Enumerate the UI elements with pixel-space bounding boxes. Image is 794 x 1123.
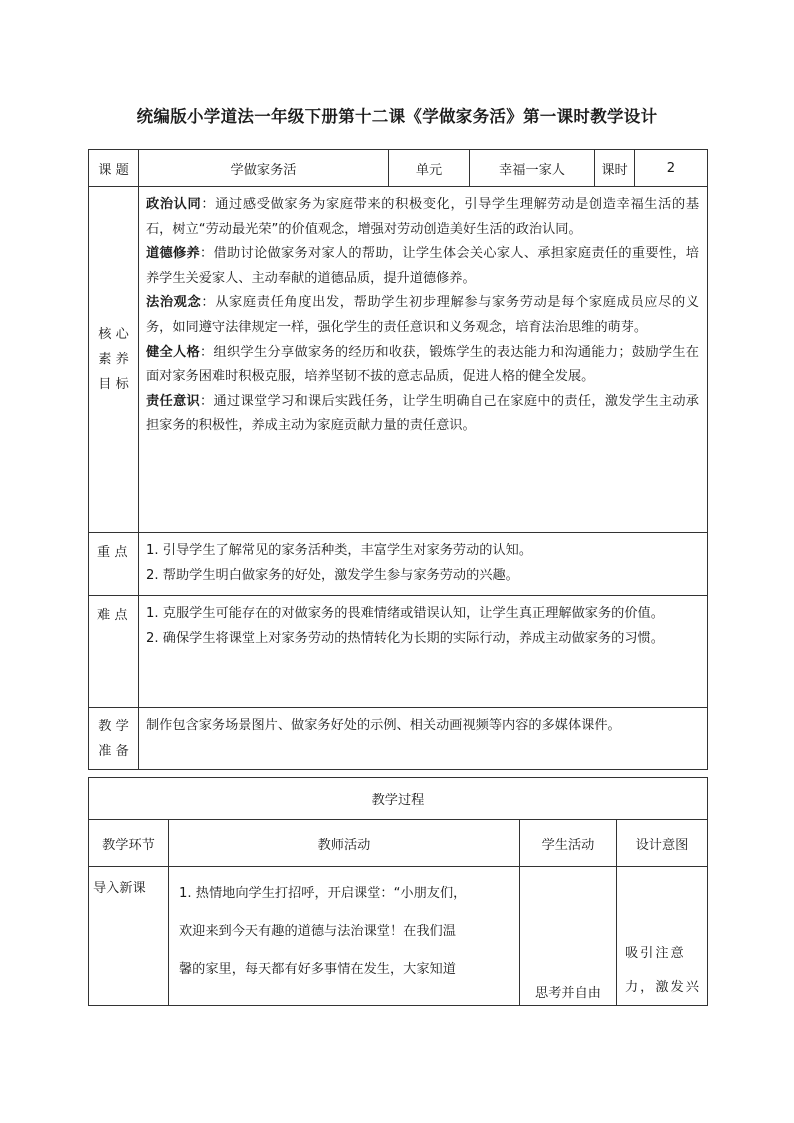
- difficulties-content: [139, 596, 708, 708]
- goal-term: 责任意识: [146, 393, 200, 409]
- design-intent: [617, 867, 708, 1006]
- teacher-line: 馨的家里，每天都有好多事情在发生，大家知道: [179, 962, 456, 977]
- goal-item: [146, 390, 699, 439]
- goal-term: 政治认同: [146, 197, 202, 212]
- key-point-item: 2. 帮助学生明白做家务的好处，激发学生参与家务劳动的兴趣。: [146, 567, 519, 583]
- unit-value: 幸福一家人: [470, 150, 595, 187]
- goal-item: [146, 291, 699, 340]
- preparation-label-line: 教 学: [98, 718, 129, 734]
- goal-text: ：通过课堂学习和课后实践任务，让学生明确自己在家庭中的责任，激发学生主动承担家务的积极性，养成主动为家庭贡献力量的责任意识。: [146, 393, 699, 434]
- hours-value: 2: [635, 150, 708, 187]
- process-title: 教学过程: [89, 778, 708, 820]
- process-row: [89, 867, 708, 1006]
- intent-line: 力，激发兴: [625, 980, 701, 995]
- header-stage: 教学环节: [89, 820, 169, 867]
- goal-item: [146, 341, 699, 390]
- goals-label-line: 素 养: [98, 352, 129, 367]
- key-point-item: 1. 引导学生了解常见的家务活种类，丰富学生对家务劳动的认知。: [146, 543, 533, 558]
- goals-label: [89, 187, 139, 533]
- teacher-line: 欢迎来到今天有趣的道德与法治课堂！在我们温: [179, 924, 456, 939]
- difficulty-item: 2. 确保学生将课堂上对家务劳动的热情转化为长期的实际行动，养成主动做家务的习惯。: [146, 630, 664, 646]
- intent-line: 吸引注意: [625, 946, 686, 961]
- goal-item: [146, 193, 699, 242]
- page-title: 统编版小学道法一年级下册第十二课《学做家务活》第一课时教学设计: [136, 107, 658, 126]
- goal-term: 道德修养: [146, 246, 200, 262]
- preparation-content: 制作包含家务场景图片、做家务好处的示例、相关动画视频等内容的多媒体课件。: [139, 708, 708, 770]
- difficulties-label: 难 点: [89, 596, 139, 708]
- preparation-row: [89, 708, 708, 770]
- goal-term: 健全人格: [146, 344, 200, 360]
- preparation-label-line: 准 备: [98, 743, 129, 759]
- unit-label: 单元: [389, 150, 470, 187]
- student-activity: 思考并自由: [520, 867, 617, 1006]
- header-student: 学生活动: [520, 820, 617, 867]
- teacher-activity: [169, 867, 520, 1006]
- goals-content: [139, 187, 708, 533]
- goal-text: ：从家庭责任角度出发，帮助学生初步理解参与家务劳动是每个家庭成员应尽的义务，如同遵守法律规定一样，强化学生的责任意识和义务观念，培育法治思维的萌芽。: [146, 295, 700, 335]
- goal-text: ：借助讨论做家务对家人的帮助，让学生体会关心家人、承担家庭责任的重要性，培养学生关爱家人、主动奉献的道德品质，提升道德修养。: [146, 246, 699, 286]
- header-teacher: 教师活动: [169, 820, 520, 867]
- goals-label-line: 目 标: [98, 377, 129, 392]
- teaching-process-table: [88, 777, 708, 1006]
- goal-item: [146, 242, 699, 291]
- goal-term: 法治观念: [146, 295, 202, 311]
- key-points-label: 重 点: [89, 533, 139, 596]
- lesson-header-row: [89, 150, 708, 187]
- goals-row: [89, 187, 708, 533]
- header-intent: 设计意图: [617, 820, 708, 867]
- stage-cell: 导入新课: [89, 867, 169, 1006]
- goal-text: ：组织学生分享做家务的经历和收获，锻炼学生的表达能力和沟通能力；鼓励学生在面对家务困难时积极克服，培养坚韧不拔的意志品质，促进人格的健全发展。: [146, 344, 699, 385]
- key-points-row: [89, 533, 708, 596]
- key-points-content: [139, 533, 708, 596]
- teacher-line: 1. 热情地向学生打招呼，开启课堂：“小朋友们，: [179, 886, 467, 901]
- lesson-plan-table: [88, 149, 708, 770]
- lesson-value: 学做家务活: [139, 150, 389, 187]
- hours-label: 课时: [595, 150, 635, 187]
- process-title-row: [89, 778, 708, 820]
- goals-label-line: 核 心: [98, 327, 129, 342]
- goal-text: ：通过感受做家务为家庭带来的积极变化，引导学生理解劳动是创造幸福生活的基石，树立“劳动最光荣”的价值观念，增强对劳动创造美好生活的政治认同。: [146, 197, 700, 237]
- preparation-label: [89, 708, 139, 770]
- lesson-label: 课 题: [89, 150, 139, 187]
- difficulty-item: 1. 克服学生可能存在的对做家务的畏难情绪或错误认知，让学生真正理解做家务的价值。: [146, 606, 664, 621]
- difficulties-row: [89, 596, 708, 708]
- process-header-row: [89, 820, 708, 867]
